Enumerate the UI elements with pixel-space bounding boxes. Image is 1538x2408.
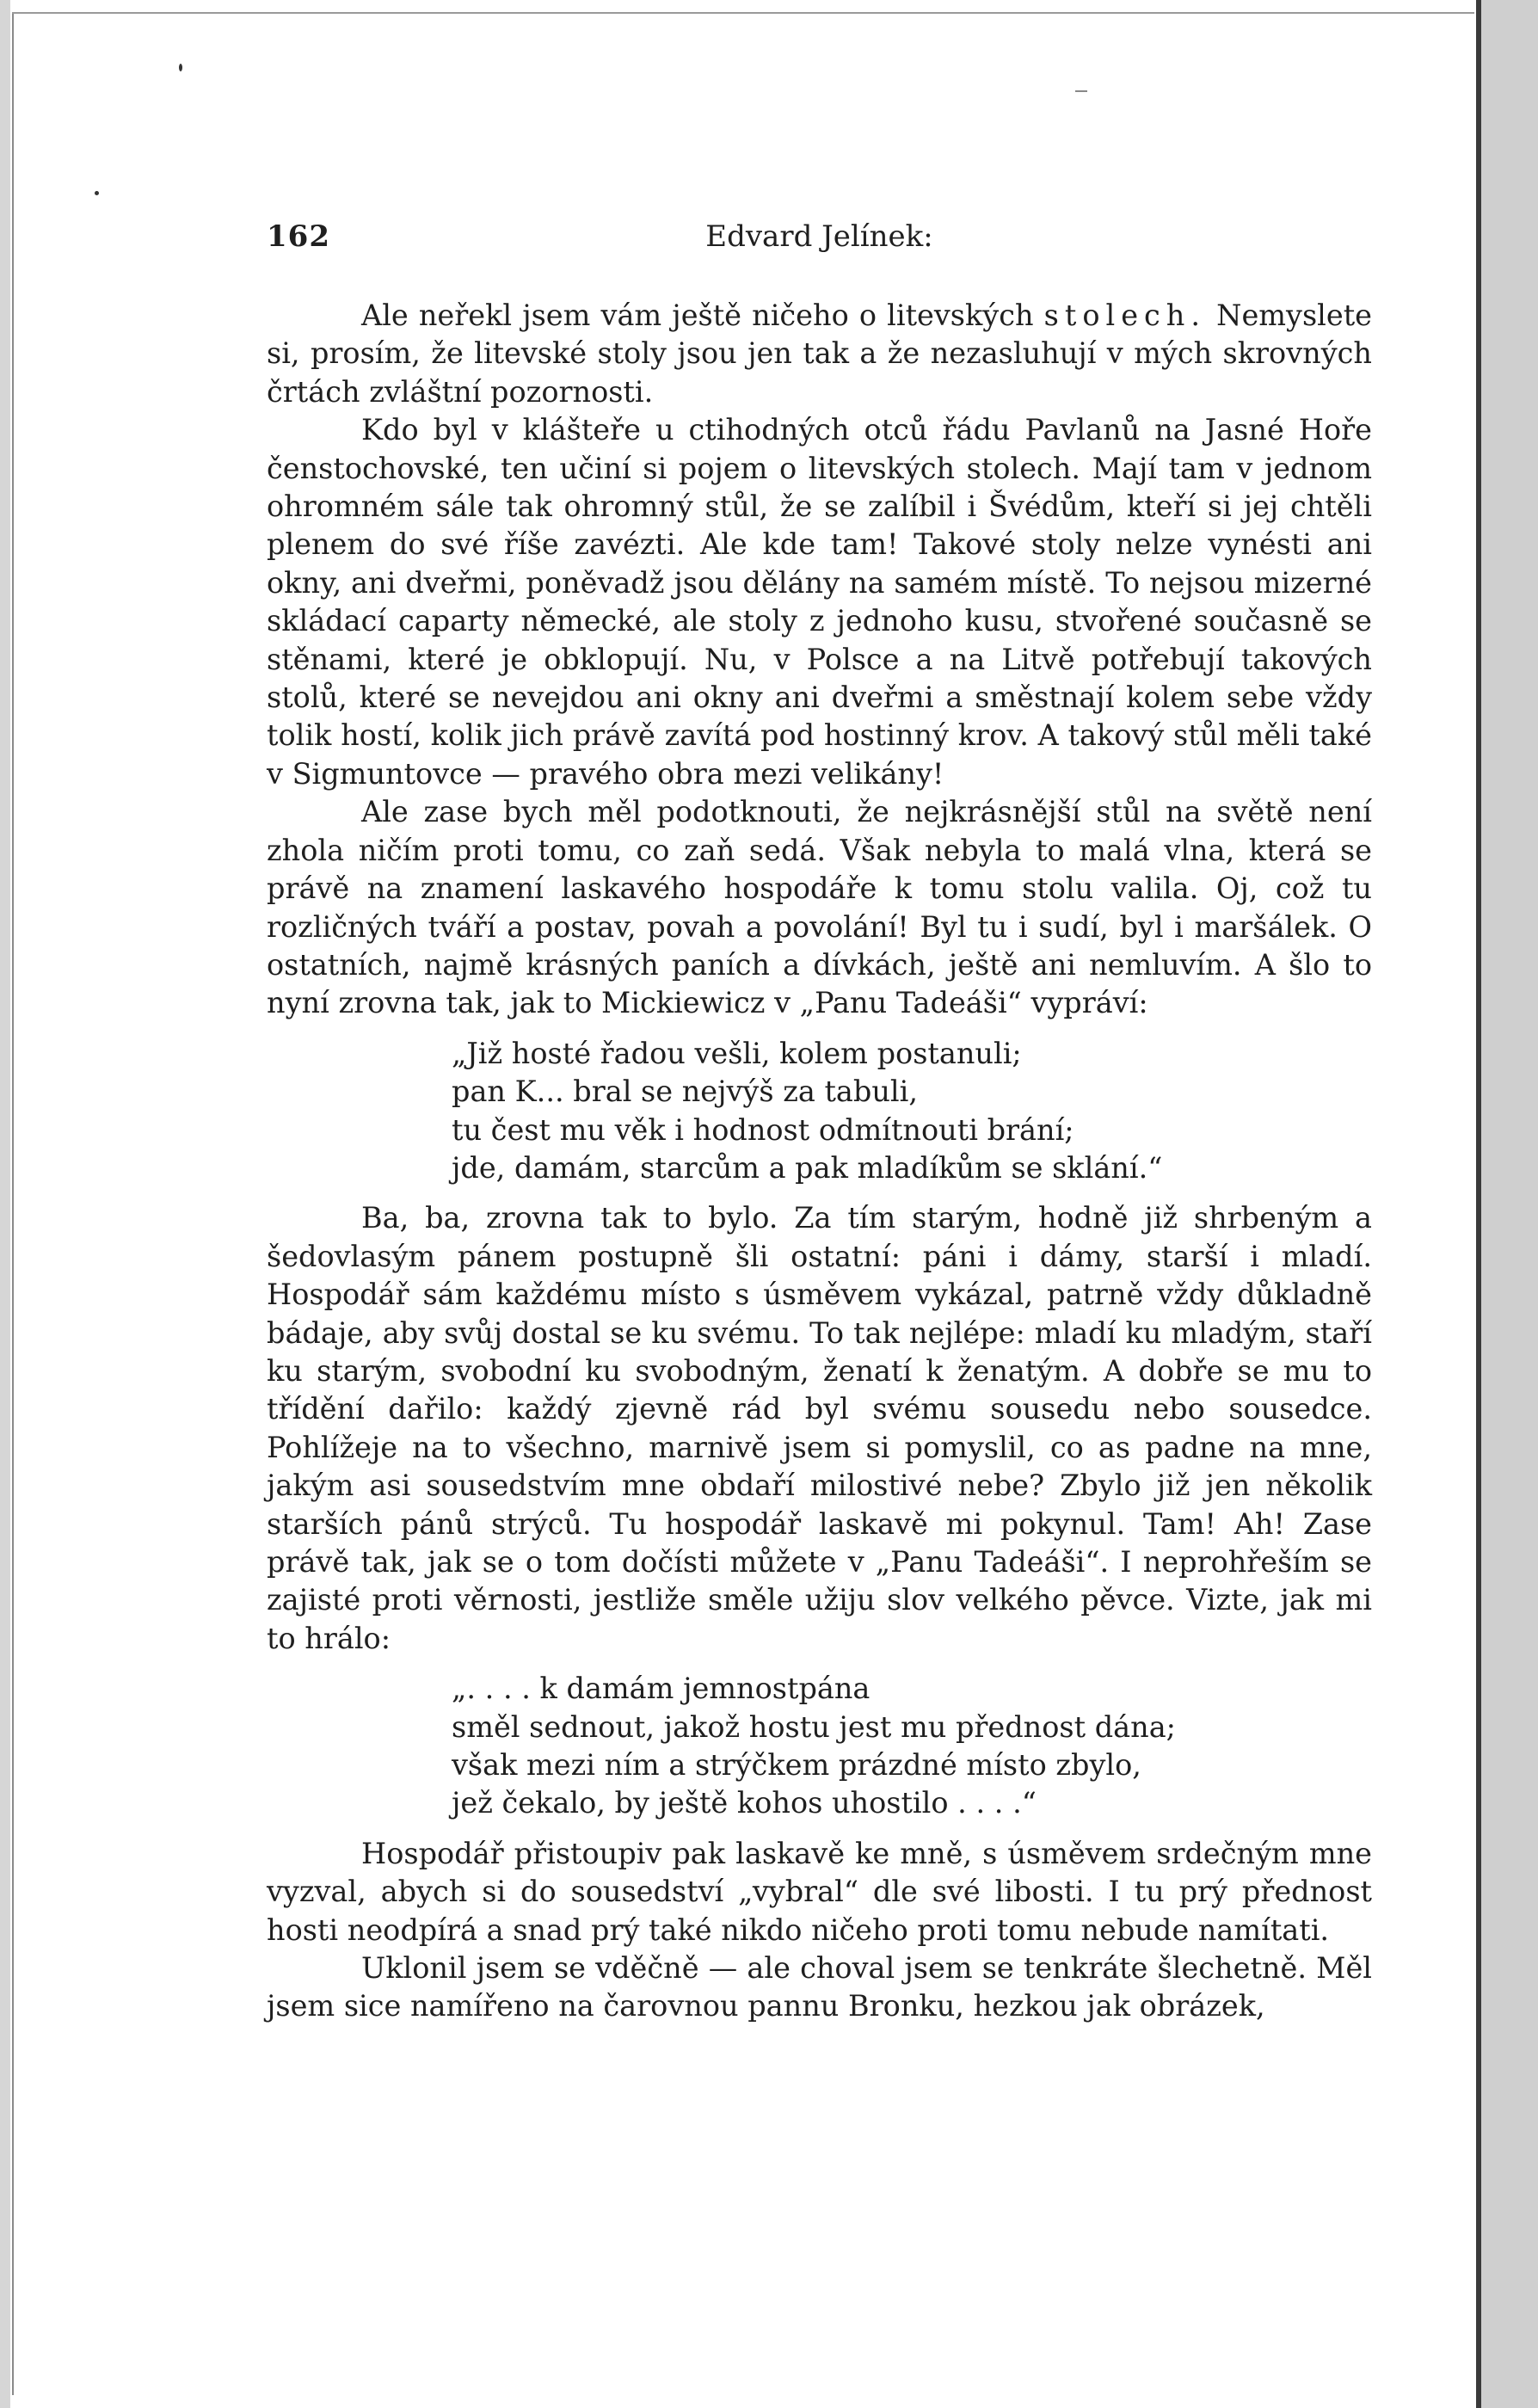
scan-left-margin — [0, 0, 10, 2408]
emphasized-word: stolech. — [1043, 299, 1207, 332]
paragraph-6: Uklonil jsem se vděčně — ale choval jsem se tenkráte šlechetně. Měl jsem sice namířeno na čarovnou pannu Bronku, hezkou jak obrázek, — [267, 1951, 1372, 2023]
page-header — [267, 219, 1372, 262]
page-number: 162 — [267, 219, 330, 254]
paragraph-3: Ale zase bych měl podotknouti, že nejkrásnější stůl na světě není zhola ničím proti tomu, co zaň sedá. Však nebyla to malá vlna, která se právě na znamení laskavého hospodáře k tomu stolu valila. Oj, což tu rozličných tváří a postav, povah a povolání! Byl tu i sudí, byl i maršálek. O ostatních, najmě krásných paních a dívkách, ještě ani nemluvím. A šlo to nyní zrovna tak, jak to Mickiewicz v „Panu Tadeáši“ vypráví: — [267, 795, 1372, 1020]
scan-speck — [1075, 90, 1087, 92]
verse-line: jde, damám, starcům a pak mladíkům se sklání.“ — [452, 1150, 1163, 1185]
scan-speck — [179, 64, 182, 71]
running-title: Edvard Jelínek: — [705, 219, 933, 254]
paragraph-1 — [267, 297, 1372, 411]
paragraph-1-start: Ale neřekl jsem vám ještě ničeho o litevských — [361, 299, 1044, 332]
verse-line: jež čekalo, by ještě kohos uhostilo . . . .“ — [452, 1786, 1037, 1820]
verse-line: „Již hosté řadou vešli, kolem postanuli; — [452, 1036, 1022, 1070]
verse-line: pan K... bral se nejvýš za tabuli, — [452, 1075, 919, 1109]
scan-right-margin — [1481, 0, 1538, 2408]
verse-line: směl sednout, jakož hostu jest mu přednost dána; — [452, 1709, 1176, 1744]
verse-quote-1 — [452, 1035, 1372, 1188]
verse-quote-2 — [452, 1670, 1372, 1823]
verse-line: „. . . . k damám jemnostpána — [452, 1672, 871, 1706]
page-body — [267, 297, 1372, 2026]
scan-left-border-line — [12, 12, 14, 2395]
paragraph-5: Hospodář přistoupiv pak laskavě ke mně, s úsměvem srdečným mne vyzval, abych si do sousedství „vybral“ dle své libosti. I tu prý přednost hosti neodpírá a snad prý také nikdo ničeho proti tomu nebude namítati. — [267, 1836, 1372, 1947]
verse-line: tu čest mu věk i hodnost odmítnouti brání; — [452, 1112, 1074, 1147]
scan-top-border-line — [12, 12, 1474, 14]
scan-speck — [95, 191, 99, 195]
verse-line: však mezi ním a strýčkem prázdné místo zbylo, — [452, 1748, 1141, 1783]
paragraph-2: Kdo byl v klášteře u ctihodných otců řádu Pavlanů na Jasné Hoře čenstochovské, ten učiní si pojem o litevských stolech. Mají tam v jednom ohromném sále tak ohromný stůl, že se zalíbil i Švédům, kteří si jej chtěli plenem do své říše zavézti. Ale kde tam! Takové stoly nelze vynésti ani okny, ani dveřmi, poněvadž jsou dělány na samém místě. To nejsou mizerné skládací caparty německé, ale stoly z jednoho kusu, stvořené současně se stěnami, které je obklopují. Nu, v Polsce a na Litvě potřebují takových stolů, které se nevejdou ani okny ani dveřmi a směstnají kolem sebe vždy tolik hostí, kolik jich právě zavítá pod hostinný krov. A takový stůl měli také v Sigmuntovce — pravého obra mezi velikány! — [267, 413, 1372, 791]
paragraph-1-end: Nemyslete si, prosím, že litevské stoly jsou jen tak a že nezasluhují v mých skrovných črtách zvláštní pozornosti. — [267, 299, 1372, 409]
paragraph-4: Ba, ba, zrovna tak to bylo. Za tím starým, hodně již shrbeným a šedovlasým pánem postupně šli ostatní: páni i dámy, starší i mladí. Hospodář sám každému místo s úsměvem vykázal, patrně vždy důkladně bádaje, aby svůj dostal se ku svému. To tak nejlépe: mladí ku mladým, staří ku starým, svobodní ku svobodným, ženatí k ženatým. A dobře se mu to třídění dařilo: každý zjevně rád byl svému sousedu nebo sousedce. Pohlížeje na to všechno, marnivě jsem si pomyslil, co as padne na mne, jakým asi sousedstvím mne obdaří milostivé nebe? Zbylo již jen několik starších pánů strýců. Tu hospodář laskavě mi pokynul. Tam! Ah! Zase právě tak, jak se o tom dočísti můžete v „Panu Tadeáši“. I neprohřeším se zajisté proti věrnosti, jestliže směle užiju slov velkého pěvce. Vizte, jak mi to hrálo: — [267, 1201, 1372, 1655]
